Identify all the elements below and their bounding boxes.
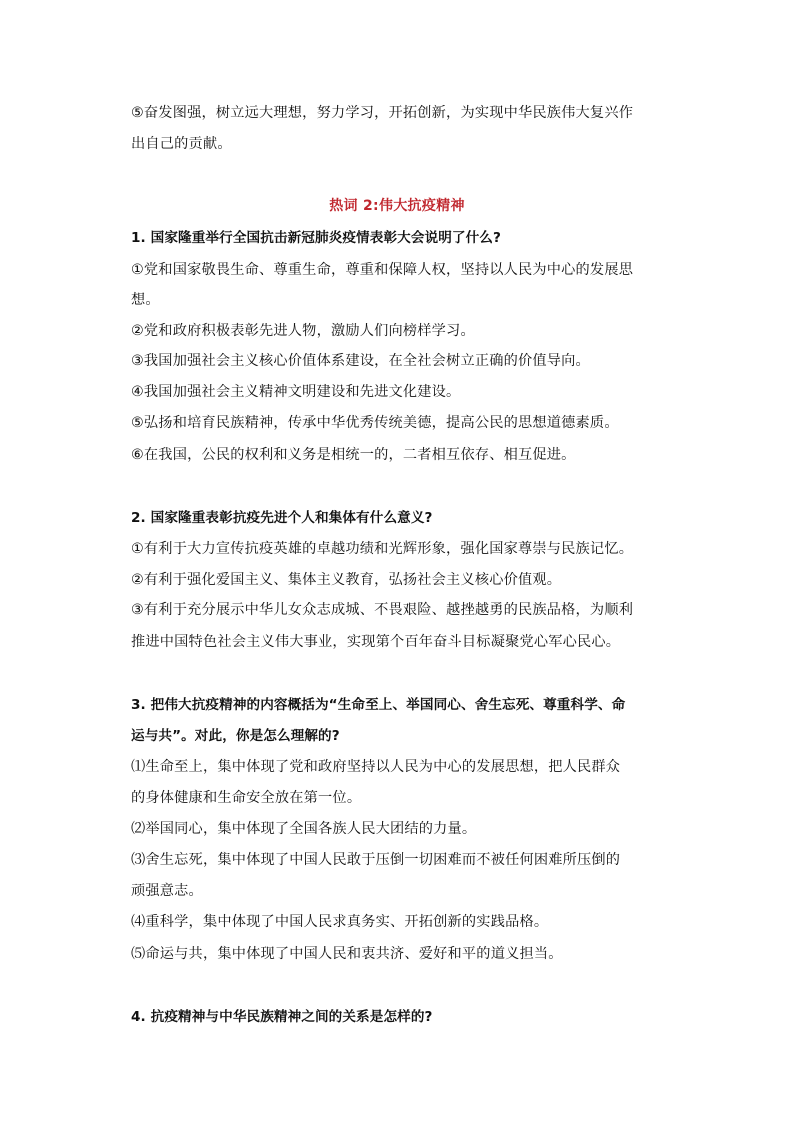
answer-line: 顽强意志。 <box>131 883 203 899</box>
answer-line: ⑴生命至上，集中体现了党和政府坚持以人民为中心的发展思想，把人民群众 <box>131 759 621 775</box>
answer-line: ④我国加强社会主义精神文明建设和先进文化建设。 <box>131 384 461 400</box>
intro-text-line-1: ⑤奋发图强，树立远大理想，努力学习，开拓创新，为实现中华民族伟大复兴作 <box>131 105 634 121</box>
answer-line: ③我国加强社会主义核心价值体系建设，在全社会树立正确的价值导向。 <box>131 353 590 369</box>
answer-line: ①有利于大力宣传抗疫英雄的卓越功绩和光辉形象，强化国家尊崇与民族记忆。 <box>131 541 634 557</box>
question-2: 2. 国家隆重表彰抗疫先进个人和集体有什么意义? <box>131 510 433 526</box>
answer-line: ③有利于充分展示中华儿女众志成城、不畏艰险、越挫越勇的民族品格，为顺利 <box>131 602 634 618</box>
question-4: 4. 抗疫精神与中华民族精神之间的关系是怎样的? <box>131 1009 433 1025</box>
answer-line: 推进中国特色社会主义伟大事业，实现第个百年奋斗目标凝聚党心军心民心。 <box>131 634 621 650</box>
answer-line: ⑷重科学，集中体现了中国人民求真务实、开拓创新的实践品格。 <box>131 914 549 930</box>
question-1: 1. 国家隆重举行全国抗击新冠肺炎疫情表彰大会说明了什么? <box>131 230 501 246</box>
section-heading: 热词 2:伟大抗疫精神 <box>329 198 465 214</box>
answer-line: ⑶舍生忘死，集中体现了中国人民敢于压倒一切困难而不被任何困难所压倒的 <box>131 852 621 868</box>
answer-line: ⑥在我国，公民的权利和义务是相统一的，二者相互依存、相互促进。 <box>131 447 576 463</box>
answer-line: ②有利于强化爱国主义、集体主义教育，弘扬社会主义核心价值观。 <box>131 572 562 588</box>
question-3-line-2: 运与共”。对此，你是怎么理解的? <box>131 728 340 744</box>
answer-line: ①党和国家敬畏生命、尊重生命，尊重和保障人权，坚持以人民为中心的发展思 <box>131 262 634 278</box>
answer-line: ⑵举国同心，集中体现了全国各族人民大团结的力量。 <box>131 821 477 837</box>
answer-line: 想。 <box>131 292 160 308</box>
question-3-line-1: 3. 把伟大抗疫精神的内容概括为“生命至上、举国同心、舍生忘死、尊重科学、命 <box>131 697 626 713</box>
intro-text-line-2: 出自己的贡献。 <box>131 136 232 152</box>
answer-line: ⑸命运与共，集中体现了中国人民和衷共济、爱好和平的道义担当。 <box>131 946 563 962</box>
answer-line: ⑤弘扬和培育民族精神，传承中华优秀传统美德，提高公民的思想道德素质。 <box>131 415 619 431</box>
answer-line: 的身体健康和生命安全放在第一位。 <box>131 790 362 806</box>
answer-line: ②党和政府积极表彰先进人物，激励人们向榜样学习。 <box>131 323 475 339</box>
